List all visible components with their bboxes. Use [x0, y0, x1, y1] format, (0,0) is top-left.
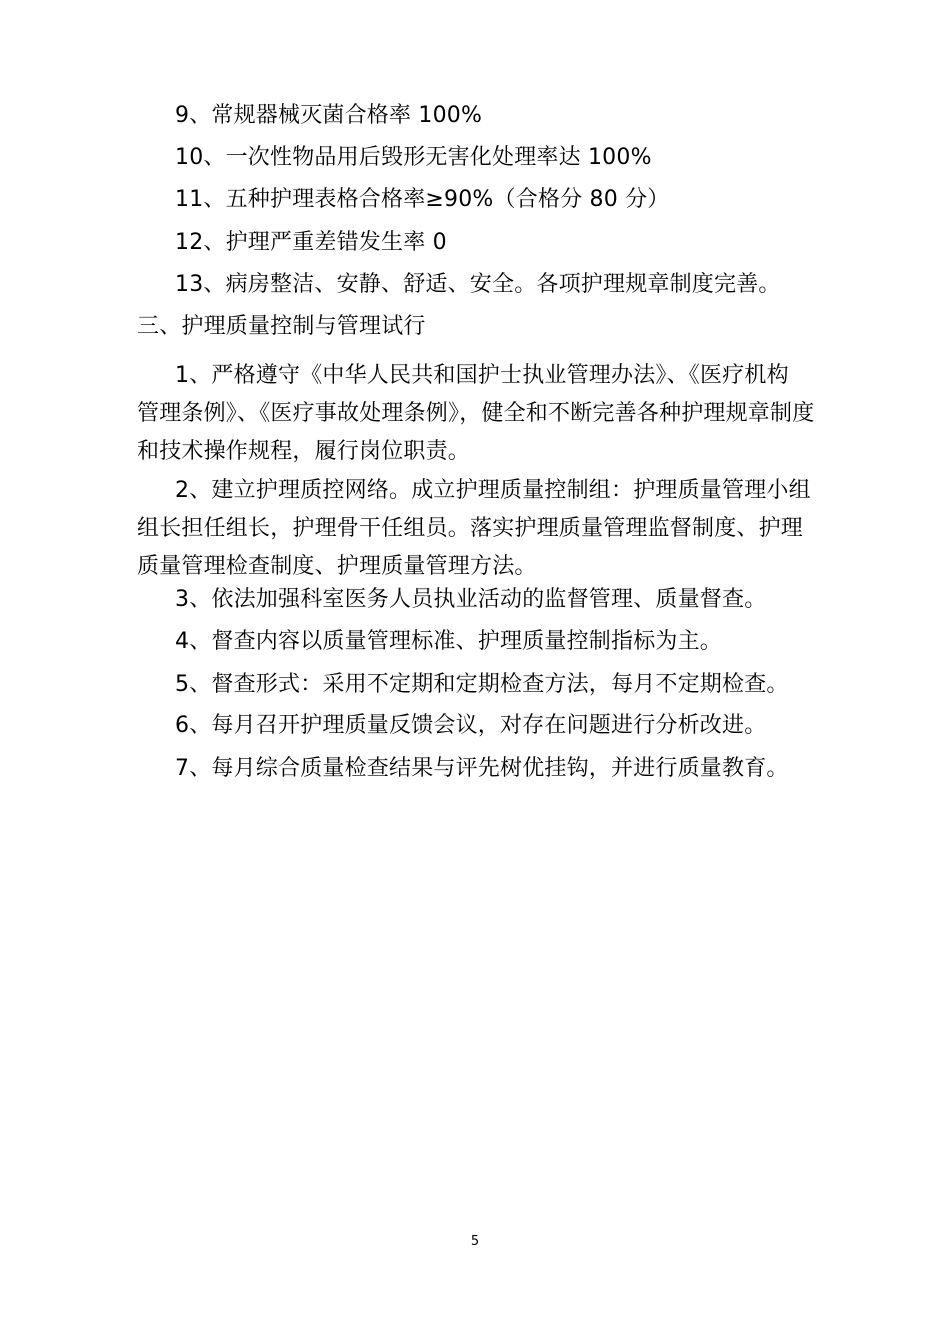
list-item: 4、督查内容以质量管理标准、护理质量控制指标为主。: [175, 629, 722, 654]
section-heading: 三、护理质量控制与管理试行: [137, 314, 426, 339]
list-item: 11、五种护理表格合格率≥90%（合格分 80 分）: [175, 187, 670, 212]
list-item: 10、一次性物品用后毁形无害化处理率达 100%: [175, 145, 652, 170]
page-number: 5: [470, 1234, 480, 1249]
paragraph-line: 质量管理检查制度、护理质量管理方法。: [137, 554, 537, 579]
list-item: 13、病房整洁、安静、舒适、安全。各项护理规章制度完善。: [175, 272, 781, 297]
paragraph-line: 1、严格遵守《中华人民共和国护士执业管理办法》、《医疗机构: [175, 363, 789, 388]
paragraph-line: 管理条例》、《医疗事故处理条例》，健全和不断完善各种护理规章制度: [137, 401, 815, 426]
list-item: 9、常规器械灭菌合格率 100%: [175, 103, 483, 128]
list-item: 7、每月综合质量检查结果与评先树优挂钩，并进行质量教育。: [175, 756, 789, 781]
list-item: 12、护理严重差错发生率 0: [175, 230, 447, 255]
paragraph-line: 组长担任组长，护理骨干任组员。落实护理质量管理监督制度、护理: [137, 516, 804, 541]
list-item: 5、督查形式：采用不定期和定期检查方法，每月不定期检查。: [175, 672, 789, 697]
paragraph-line: 和技术操作规程，履行岗位职责。: [137, 439, 471, 464]
list-item: 3、依法加强科室医务人员执业活动的监督管理、质量督查。: [175, 587, 767, 612]
paragraph-line: 2、建立护理质控网络。成立护理质量控制组：护理质量管理小组: [175, 478, 811, 503]
list-item: 6、每月召开护理质量反馈会议，对存在问题进行分析改进。: [175, 713, 767, 738]
